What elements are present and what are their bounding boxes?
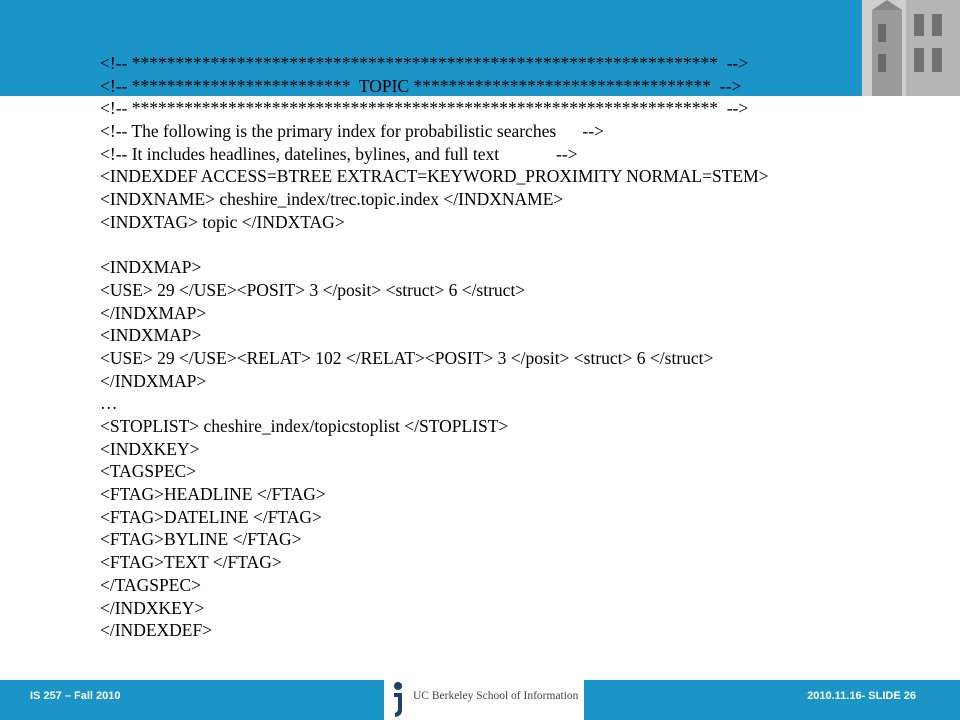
code-line: <USE> 29 </USE><RELAT> 102 </RELAT><POSIT> 3 </posit> <struct> 6 </struct> [100,347,714,368]
code-line: <!-- The following is the primary index for probabilistic searches --> [100,121,604,142]
code-line: <!-- ************************* TOPIC ********************************** --> [100,75,742,96]
slide-number: 2010.11.16- SLIDE 26 [807,690,916,702]
ischool-i-icon [388,680,410,718]
code-line: <INDXMAP> [100,325,202,346]
code-line: <!-- ******************************************************************* --> [100,53,749,73]
code-line: … [100,393,118,414]
code-line [100,234,900,257]
code-line: <FTAG>TEXT </FTAG> [100,552,282,573]
index-definition-code [100,52,900,642]
code-line: <INDXNAME> cheshire_index/trec.topic.index </INDXNAME> [100,189,564,210]
code-line: <STOPLIST> cheshire_index/topicstoplist </STOPLIST> [100,416,509,436]
code-line: <!-- It includes headlines, datelines, bylines, and full text --> [100,143,578,164]
course-label: IS 257 – Fall 2010 [30,690,121,702]
code-line: </INDEXDEF> [100,620,213,641]
school-logo-text: UC Berkeley School of Information [413,690,579,702]
code-line: </INDXMAP> [100,370,207,391]
code-line: <FTAG>HEADLINE </FTAG> [100,484,326,505]
code-line: <INDEXDEF ACCESS=BTREE EXTRACT=KEYWORD_PROXIMITY NORMAL=STEM> [100,166,769,187]
code-line: <TAGSPEC> [100,461,197,482]
code-line: <USE> 29 </USE><POSIT> 3 </posit> <struct> 6 </struct> [100,279,526,300]
code-line: <!-- ******************************************************************* --> [100,98,749,119]
code-line: <INDXTAG> topic </INDXTAG> [100,211,345,232]
code-line: <FTAG>BYLINE </FTAG> [100,529,302,550]
code-line: <INDXKEY> [100,438,200,459]
code-line: <FTAG>DATELINE </FTAG> [100,506,322,527]
code-line: <INDXMAP> [100,257,202,278]
code-line: </TAGSPEC> [100,574,201,595]
code-line: </INDXMAP> [100,302,207,323]
code-line: </INDXKEY> [100,597,205,618]
